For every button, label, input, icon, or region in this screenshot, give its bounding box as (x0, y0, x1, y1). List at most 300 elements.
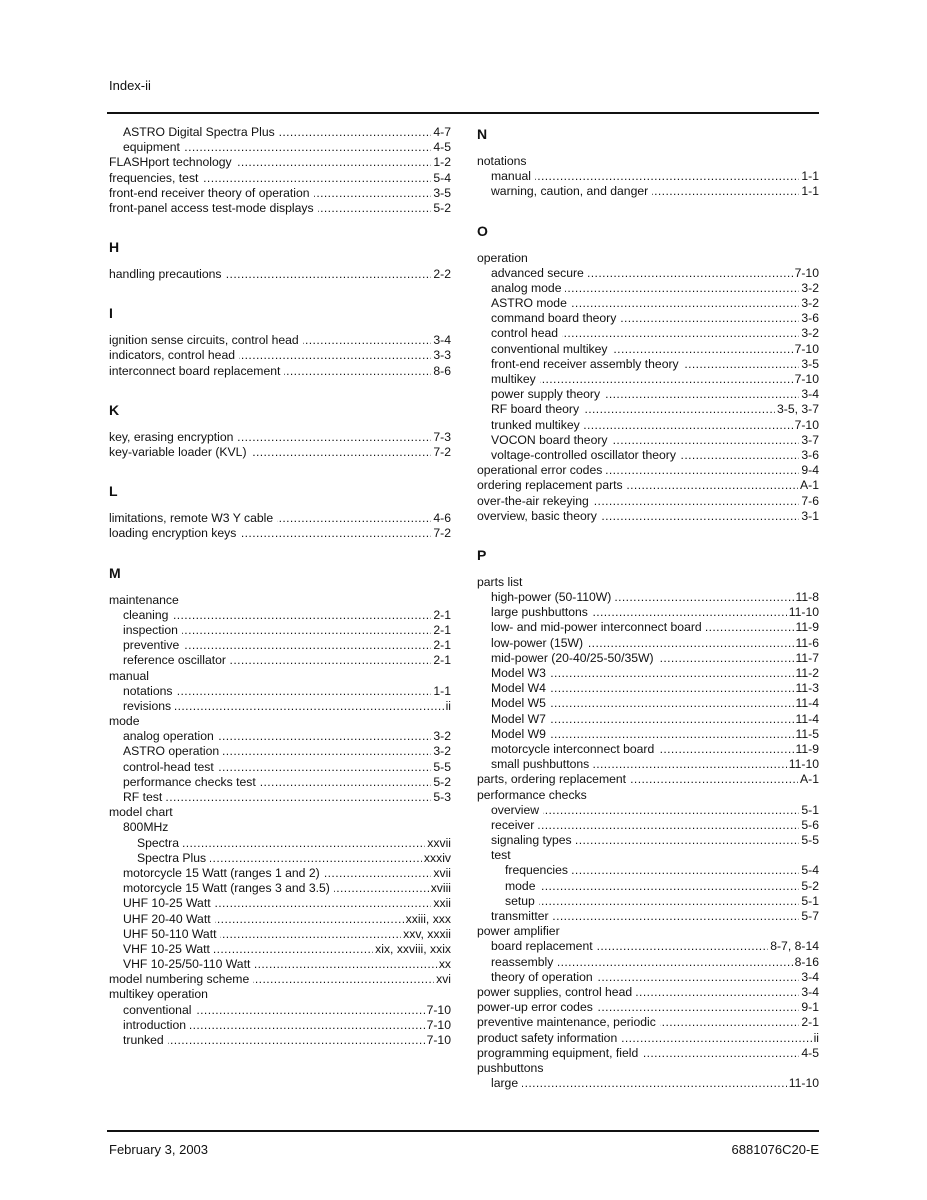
index-entry (109, 745, 451, 760)
index-section (477, 546, 819, 1091)
index-term: analog mode (491, 280, 562, 295)
index-entry (477, 879, 819, 894)
dot-leader (550, 727, 794, 742)
index-term: signaling types (491, 833, 572, 848)
index-page-ref: xviii (430, 881, 451, 896)
index-term: test (491, 848, 511, 863)
dot-leader (215, 912, 404, 927)
index-entry (477, 154, 819, 169)
index-term: power amplifier (477, 924, 560, 939)
dot-leader (284, 364, 431, 379)
index-term: operation (477, 250, 528, 265)
index-term: overview (491, 802, 540, 817)
index-page-ref: 3-2 (433, 744, 451, 759)
index-term: introduction (123, 1017, 187, 1032)
dot-leader (176, 684, 431, 699)
index-term: FLASHport technology (109, 155, 232, 170)
index-page-ref: xx (438, 957, 451, 972)
index-entry (477, 727, 819, 742)
index-term: 800MHz (123, 820, 169, 835)
index-term: multikey (491, 372, 536, 387)
index-entry (477, 909, 819, 924)
page-header: Index-ii (109, 78, 151, 93)
index-entry (109, 790, 451, 805)
dot-leader (597, 970, 800, 985)
index-term: parts list (477, 574, 523, 589)
index-page-ref: 1-1 (801, 169, 819, 184)
index-entry (477, 433, 819, 448)
index-entry (109, 988, 451, 1003)
index-entry (477, 864, 819, 879)
index-term: high-power (50-110W) (491, 590, 612, 605)
index-entry (109, 836, 451, 851)
index-entry (109, 653, 451, 668)
index-entry (477, 924, 819, 939)
dot-leader (251, 445, 432, 460)
index-page-ref: 11-9 (795, 620, 819, 635)
index-entry (477, 939, 819, 954)
index-page-ref: 4-5 (433, 140, 451, 155)
index-page-ref: 4-7 (433, 124, 451, 139)
index-page-ref: 1-1 (801, 184, 819, 199)
index-entry (109, 714, 451, 729)
index-entry (109, 957, 451, 972)
index-page-ref: 5-3 (433, 790, 451, 805)
dot-leader (210, 851, 422, 866)
index-entry (477, 955, 819, 970)
index-term: limitations, remote W3 Y cable (109, 511, 274, 526)
index-entry (477, 281, 819, 296)
dot-leader (543, 803, 799, 818)
index-entry (109, 140, 451, 155)
index-term: performance checks test (123, 774, 256, 789)
index-entry (477, 1031, 819, 1046)
index-section (477, 125, 819, 200)
index-term: indicators, control head (109, 348, 236, 363)
index-entry (477, 894, 819, 909)
index-term: VHF 10-25/50-110 Watt (123, 957, 251, 972)
index-entry (109, 155, 451, 170)
index-entry (477, 681, 819, 696)
index-term: over-the-air rekeying (477, 493, 589, 508)
index-term: UHF 20-40 Watt (123, 911, 211, 926)
section-letter: O (477, 222, 488, 239)
dot-leader (588, 266, 793, 281)
dot-leader (184, 140, 431, 155)
index-entry (477, 1061, 819, 1076)
index-term: cleaning (123, 607, 169, 622)
index-page-ref: 3-5 (801, 356, 819, 371)
section-letter: M (109, 564, 121, 581)
index-term: RF board theory (491, 402, 580, 417)
index-term: low- and mid-power interconnect board (491, 620, 702, 635)
index-term: maintenance (109, 592, 179, 607)
index-term: ordering replacement parts (477, 478, 623, 493)
index-term: overview, basic theory (477, 508, 597, 523)
index-page-ref: 11-4 (795, 711, 819, 726)
section-letter: I (109, 305, 113, 322)
dot-leader (166, 790, 431, 805)
index-term: small pushbuttons (491, 757, 590, 772)
index-page-ref: 5-7 (801, 909, 819, 924)
index-entry (109, 638, 451, 653)
index-page-ref: 7-10 (426, 1002, 451, 1017)
index-entry (109, 972, 451, 987)
dot-leader (190, 1018, 425, 1033)
index-page-ref: 2-1 (433, 622, 451, 637)
index-page-ref: 2-2 (433, 267, 451, 282)
index-entry (477, 266, 819, 281)
index-page-ref: 5-5 (801, 833, 819, 848)
index-page-ref: 3-1 (801, 508, 819, 523)
dot-leader (680, 448, 799, 463)
index-term: interconnect board replacement (109, 363, 281, 378)
index-page-ref: 7-2 (433, 445, 451, 460)
dot-leader (593, 757, 787, 772)
index-entry (109, 927, 451, 942)
index-page-ref: 4-5 (801, 1045, 819, 1060)
index-term: notations (477, 153, 527, 168)
dot-leader (660, 1015, 800, 1030)
dot-leader (658, 742, 793, 757)
index-term: product safety information (477, 1030, 618, 1045)
index-page-ref: 9-1 (801, 1000, 819, 1015)
index-term: transmitter (491, 909, 549, 924)
index-page-ref: 5-2 (801, 878, 819, 893)
index-term: frequencies, test (109, 170, 199, 185)
index-page-ref: xxii (433, 896, 451, 911)
index-entry (477, 509, 819, 524)
index-entry (477, 372, 819, 387)
dot-leader (318, 201, 432, 216)
footer-rule (107, 1130, 819, 1132)
index-term: multikey operation (109, 987, 208, 1002)
dot-leader (604, 387, 799, 402)
dot-leader (195, 1003, 424, 1018)
index-term: manual (491, 169, 531, 184)
dot-leader (612, 433, 800, 448)
dot-leader (314, 186, 432, 201)
index-page-ref: 11-2 (795, 666, 819, 681)
index-page-ref: 5-1 (801, 802, 819, 817)
index-term: VHF 10-25 Watt (123, 941, 210, 956)
index-page-ref: 7-3 (433, 429, 451, 444)
index-entry (477, 1076, 819, 1091)
index-term: notations (123, 683, 173, 698)
index-term: revisions (123, 698, 172, 713)
index-term: setup (505, 893, 535, 908)
dot-leader (218, 729, 432, 744)
index-term: key-variable loader (KVL) (109, 445, 247, 460)
dot-leader (642, 1046, 799, 1061)
index-entry (109, 912, 451, 927)
index-page-ref: 3-5, 3-7 (776, 402, 819, 417)
dot-leader (253, 972, 434, 987)
index-term: theory of operation (491, 969, 593, 984)
index-page-ref: 3-2 (801, 296, 819, 311)
index-term: parts, ordering replacement (477, 772, 627, 787)
footer-date: February 3, 2003 (109, 1142, 209, 1157)
index-entry (109, 866, 451, 881)
index-section (109, 401, 451, 460)
dot-leader (550, 681, 794, 696)
index-term: voltage-controlled oscillator theory (491, 447, 676, 462)
index-term: manual (109, 668, 149, 683)
index-page-ref: 3-4 (433, 333, 451, 348)
index-term: warning, caution, and danger (491, 184, 649, 199)
index-entry (109, 851, 451, 866)
index-entry (477, 251, 819, 266)
index-term: ignition sense circuits, control head (109, 333, 299, 348)
index-page-ref: 7-10 (794, 341, 819, 356)
index-page-ref: xix, xxviii, xxix (375, 941, 451, 956)
index-page-ref: A-1 (800, 772, 819, 787)
index-term: ASTRO operation (123, 744, 220, 759)
index-term: model chart (109, 805, 173, 820)
index-section (109, 482, 451, 541)
dot-leader (584, 418, 793, 433)
index-entry (477, 666, 819, 681)
index-entry (109, 623, 451, 638)
dot-leader (240, 526, 431, 541)
dot-leader (538, 818, 799, 833)
index-term: motorcycle interconnect board (491, 741, 655, 756)
index-page-ref: 1-2 (433, 155, 451, 170)
dot-leader (612, 342, 793, 357)
index-entry (477, 621, 819, 636)
index-page-ref: 2-1 (433, 607, 451, 622)
index-entry (477, 1015, 819, 1030)
index-term: command board theory (491, 311, 617, 326)
index-page-ref: 7-10 (794, 417, 819, 432)
index-term: key, erasing encryption (109, 429, 234, 444)
index-page-ref: 3-6 (801, 447, 819, 462)
dot-leader (550, 712, 794, 727)
dot-leader (615, 590, 793, 605)
index-term: large (491, 1076, 519, 1091)
index-term: inspection (123, 622, 178, 637)
index-term: Model W4 (491, 681, 546, 696)
index-entry (477, 985, 819, 1000)
index-entry (109, 1018, 451, 1033)
index-term: mode (505, 878, 536, 893)
index-page-ref: 11-10 (788, 1076, 819, 1091)
section-letter: N (477, 126, 488, 142)
index-term: conventional multikey (491, 341, 608, 356)
dot-leader (260, 775, 432, 790)
dot-leader (172, 608, 431, 623)
index-entry (109, 186, 451, 201)
index-term: trunked multikey (491, 417, 580, 432)
dot-leader (183, 836, 425, 851)
dot-leader (225, 267, 431, 282)
index-entry (477, 342, 819, 357)
index-page-ref: xxxiv (423, 850, 451, 865)
dot-leader (652, 184, 799, 199)
index-entry (477, 818, 819, 833)
dot-leader (576, 833, 800, 848)
index-term: Model W7 (491, 711, 546, 726)
index-entry (109, 445, 451, 460)
index-entry (477, 327, 819, 342)
index-term: Model W3 (491, 666, 546, 681)
dot-leader (630, 772, 798, 787)
index-page-ref: 3-2 (801, 280, 819, 295)
index-entry (477, 757, 819, 772)
index-page-ref: 5-2 (433, 200, 451, 215)
index-page-ref: 11-5 (795, 726, 819, 741)
footer-doc-number: 6881076C20-E (731, 1142, 819, 1157)
index-page-ref: 3-4 (801, 387, 819, 402)
dot-leader (658, 651, 794, 666)
index-page-ref: 7-10 (426, 1017, 451, 1032)
dot-leader (562, 327, 799, 342)
index-entry (477, 1000, 819, 1015)
index-term: equipment (123, 140, 180, 155)
index-entry (109, 333, 451, 348)
dot-leader (706, 621, 794, 636)
dot-leader (593, 494, 800, 509)
dot-leader (324, 866, 432, 881)
index-entry (477, 833, 819, 848)
index-term: analog operation (123, 729, 214, 744)
dot-leader (601, 509, 799, 524)
dot-leader (334, 881, 429, 896)
index-term: reference oscillator (123, 653, 226, 668)
index-entry (477, 311, 819, 326)
dot-leader (597, 939, 769, 954)
index-page-ref: 11-6 (795, 635, 819, 650)
index-page-ref: 2-1 (433, 638, 451, 653)
index-entry (109, 430, 451, 445)
index-entry (477, 357, 819, 372)
dot-leader (277, 511, 431, 526)
index-entry (477, 636, 819, 651)
index-entry (109, 805, 451, 820)
index-entry (477, 169, 819, 184)
index-page-ref: xvii (433, 865, 451, 880)
index-entry (477, 494, 819, 509)
section-letter: K (109, 401, 120, 418)
dot-leader (279, 125, 432, 140)
index-page-ref: 3-5 (433, 185, 451, 200)
index-term: advanced secure (491, 265, 584, 280)
index-page-ref: 2-1 (433, 653, 451, 668)
index-entry (477, 448, 819, 463)
index-entry (477, 478, 819, 493)
index-entry (109, 881, 451, 896)
index-entry (109, 775, 451, 790)
index-page-ref: xxiii, xxx (405, 911, 451, 926)
index-column-right (477, 125, 819, 1091)
index-page-ref: 7-10 (426, 1033, 451, 1048)
dot-leader (553, 909, 800, 924)
index-page-ref: 5-2 (433, 774, 451, 789)
index-term: pushbuttons (477, 1060, 544, 1075)
dot-leader (214, 942, 373, 957)
dot-leader (230, 653, 431, 668)
index-page-ref: 11-7 (795, 650, 819, 665)
index-term: loading encryption keys (109, 526, 237, 541)
index-page-ref: 7-2 (433, 526, 451, 541)
section-letter: L (109, 483, 118, 500)
dot-leader (571, 296, 800, 311)
dot-leader (557, 955, 792, 970)
index-page-ref: 11-3 (795, 681, 819, 696)
index-term: front-end receiver assembly theory (491, 356, 679, 371)
index-page-ref: 3-2 (433, 729, 451, 744)
index-entry (109, 125, 451, 140)
index-page-ref: 5-1 (801, 893, 819, 908)
index-entry (477, 696, 819, 711)
index-page-ref: 3-7 (801, 432, 819, 447)
index-term: programming equipment, field (477, 1045, 639, 1060)
index-page-ref: 11-9 (795, 741, 819, 756)
index-page-ref: 3-4 (801, 969, 819, 984)
dot-leader (218, 760, 432, 775)
index-entry (477, 590, 819, 605)
index-entry (109, 364, 451, 379)
index-term: RF test (123, 790, 163, 805)
header-rule (107, 112, 819, 114)
index-page-ref: 7-10 (794, 265, 819, 280)
index-entry (109, 349, 451, 364)
dot-leader (621, 1031, 811, 1046)
dot-leader (620, 311, 799, 326)
dot-leader (550, 696, 794, 711)
dot-leader (627, 478, 798, 493)
section-letter: H (109, 239, 120, 256)
index-entry (109, 511, 451, 526)
index-term: Spectra (137, 835, 180, 850)
index-entry (109, 1033, 451, 1048)
index-section (109, 564, 451, 1049)
index-entry (477, 296, 819, 311)
dot-leader (254, 957, 436, 972)
dot-leader (587, 636, 793, 651)
index-term: motorcycle 15 Watt (ranges 3 and 3.5) (123, 881, 330, 896)
dot-leader (202, 171, 431, 186)
dot-leader (522, 1076, 787, 1091)
dot-leader (182, 623, 431, 638)
index-entry (109, 1003, 451, 1018)
index-page-ref: 4-6 (433, 511, 451, 526)
index-term: large pushbuttons (491, 605, 588, 620)
index-entry (477, 970, 819, 985)
index-term: frequencies (505, 863, 569, 878)
dot-leader (239, 349, 431, 364)
index-term: mode (109, 714, 140, 729)
index-page-ref: xxvii (427, 835, 451, 850)
index-page-ref: 11-8 (795, 590, 819, 605)
index-entry (109, 593, 451, 608)
index-term: handling precautions (109, 267, 222, 282)
index-term: mid-power (20-40/25-50/35W) (491, 650, 654, 665)
dot-leader (572, 864, 799, 879)
index-term: VOCON board theory (491, 432, 608, 447)
index-term: ASTRO Digital Spectra Plus (123, 124, 275, 139)
index-entry (109, 760, 451, 775)
index-page-ref: A-1 (800, 478, 819, 493)
dot-leader (540, 879, 800, 894)
index-entry (477, 418, 819, 433)
index-term: trunked (123, 1033, 164, 1048)
index-term: receiver (491, 817, 535, 832)
dot-leader (303, 333, 432, 348)
section-letter: P (477, 546, 487, 563)
dot-leader (236, 155, 432, 170)
dot-leader (237, 430, 431, 445)
